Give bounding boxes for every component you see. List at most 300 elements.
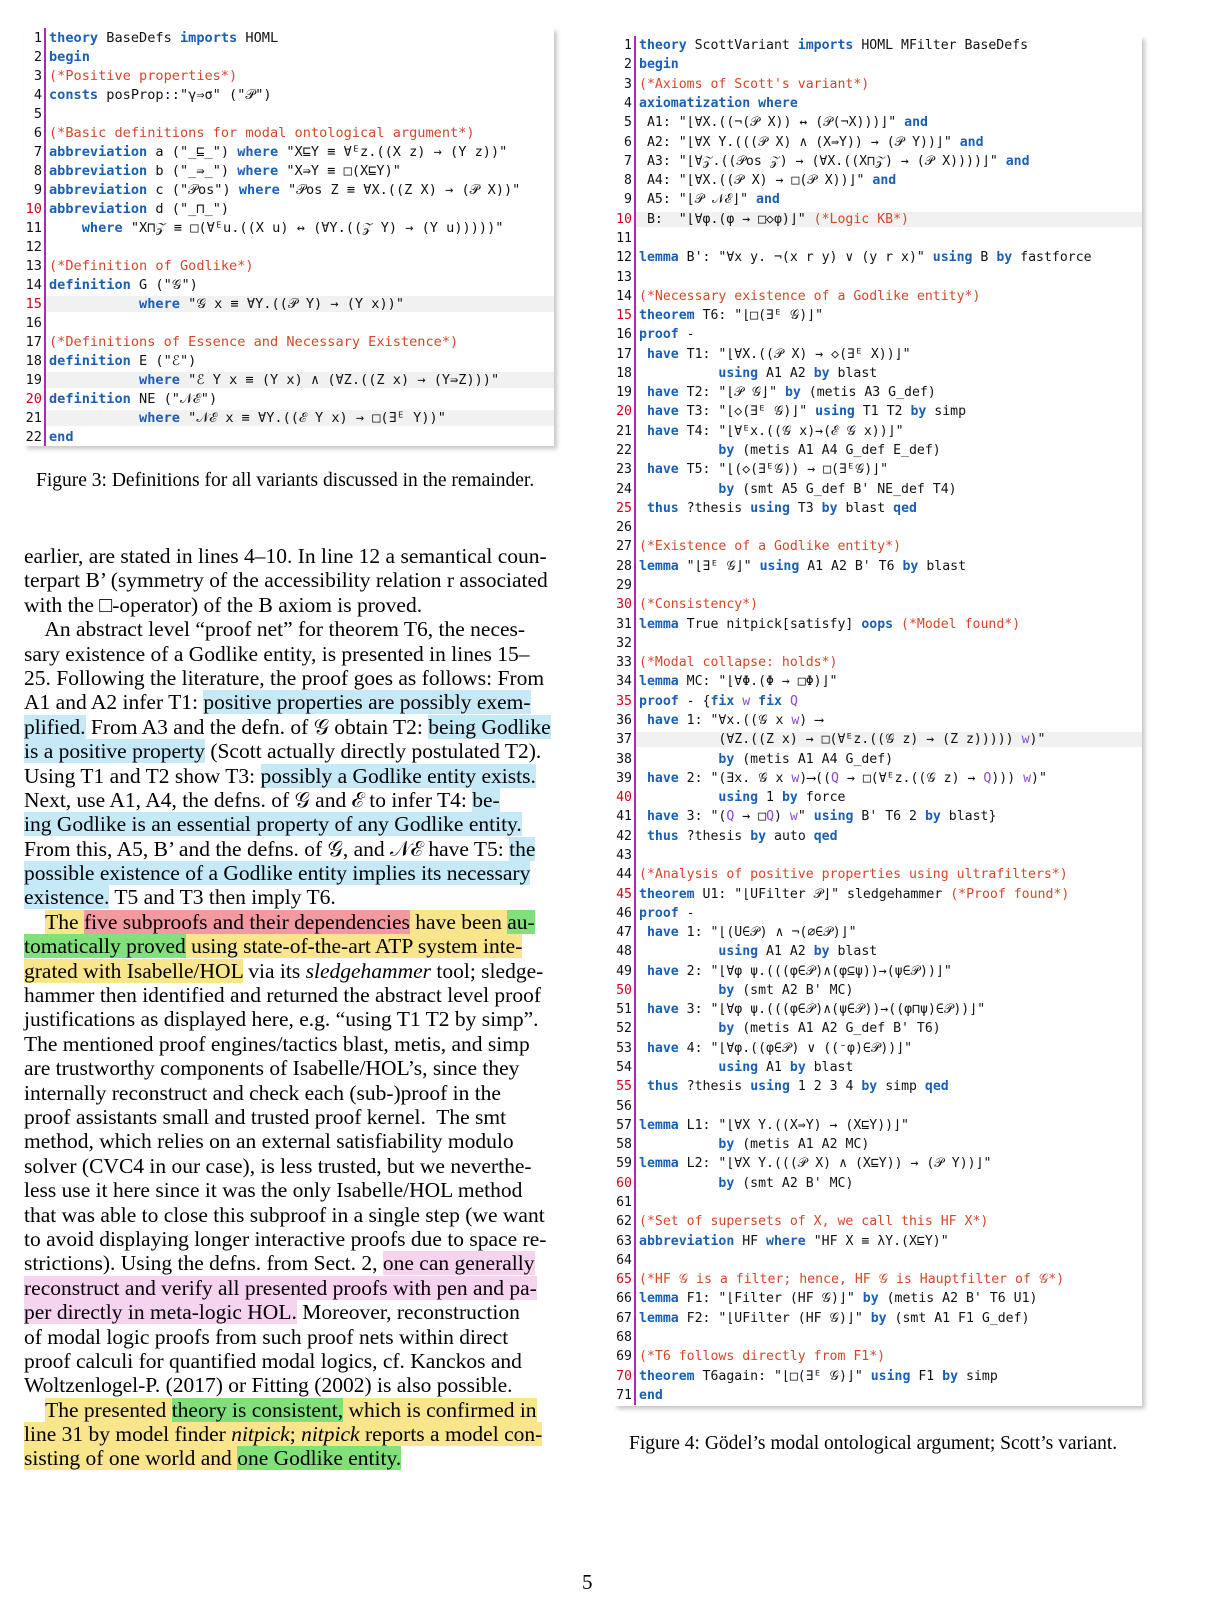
code-line xyxy=(614,229,1142,248)
body-line xyxy=(24,1081,559,1105)
code-line xyxy=(24,370,554,389)
text-run: proof assistants small and trusted proof kernel. The smt xyxy=(24,1104,507,1129)
body-line xyxy=(24,1227,559,1251)
body-line xyxy=(24,1373,559,1397)
line-text: consts posProp::"γ⇒σ" ("𝒫") xyxy=(49,86,272,103)
code-line xyxy=(614,1347,1142,1366)
code-line xyxy=(614,306,1142,325)
highlighted-phrase: nitpick xyxy=(231,1422,290,1447)
body-line xyxy=(24,715,559,739)
highlighted-phrase: nitpick xyxy=(301,1422,360,1447)
line-number: 62 xyxy=(614,1212,636,1231)
code-line xyxy=(24,85,554,104)
line-text: proof - xyxy=(639,327,695,343)
line-number: 16 xyxy=(24,313,46,332)
line-text: A5: "⌊𝒫 𝒩ℰ⌋" and xyxy=(639,192,780,208)
line-number: 14 xyxy=(614,287,636,306)
line-number: 31 xyxy=(614,614,636,633)
text-run: solver (CVC4 in our case), is less trusted, but we neverthe- xyxy=(24,1153,532,1178)
line-text: A3: "⌊∀𝒵.((𝒫os 𝒵) → (∀X.((X⊓𝒵) → (𝒫 X))))⌋" and xyxy=(639,153,1030,169)
line-text: lemma L2: "⌊∀X Y.(((𝒫 X) ∧ (X⊑Y)) → (𝒫 Y))⌋" xyxy=(639,1156,992,1172)
line-number: 1 xyxy=(24,28,46,47)
line-text: thus ?thesis by auto qed xyxy=(646,828,838,844)
code-line xyxy=(614,364,1142,383)
line-number: 5 xyxy=(24,104,46,123)
code-line xyxy=(24,408,554,427)
code-line xyxy=(614,730,1142,749)
text-run xyxy=(24,910,45,934)
line-number: 40 xyxy=(614,788,636,807)
highlighted-phrase: The presented xyxy=(45,1397,172,1422)
line-text: end xyxy=(639,1387,663,1403)
code-line xyxy=(614,1019,1142,1038)
line-number: 49 xyxy=(614,962,636,981)
line-text: (*Set of supersets of X, we call this HF X*) xyxy=(639,1214,989,1230)
figure-3-code-listing xyxy=(24,28,554,446)
code-line xyxy=(614,1212,1142,1231)
body-line xyxy=(24,1325,559,1349)
line-text: axiomatization where xyxy=(639,95,798,111)
code-line xyxy=(24,47,554,66)
code-line xyxy=(24,180,554,199)
text-run: strictions). Using the defns. from Sect. 2, xyxy=(24,1251,383,1276)
code-line xyxy=(614,1096,1142,1115)
figure-4-code-listing xyxy=(614,36,1142,1406)
line-number: 9 xyxy=(614,190,636,209)
line-number: 9 xyxy=(24,180,46,199)
code-line xyxy=(614,210,1142,229)
text-run: sary existence of a Godlike entity, is presented in lines 15– xyxy=(24,641,530,666)
line-number: 4 xyxy=(614,94,636,113)
line-number: 65 xyxy=(614,1270,636,1289)
line-text: B: "⌊∀φ.(φ → □◇φ)⌋" (*Logic KB*) xyxy=(636,212,1142,227)
line-number: 43 xyxy=(614,846,636,865)
line-number: 11 xyxy=(24,218,46,237)
text-run: 25. Following the literature, the proof goes as follows: From xyxy=(24,665,545,690)
line-number: 7 xyxy=(24,142,46,161)
line-text: where "X⊓𝒵 ≡ □(∀ᴱu.((X u) ↔ (∀Y.((𝒵 Y) → (Y u)))))" xyxy=(81,219,504,236)
line-text: by (metis A1 A4 G_def E_def) xyxy=(718,443,941,459)
line-text: have T4: "⌊∀ᴱx.((𝒢 x)→(ℰ 𝒢 x))⌋" xyxy=(646,423,904,439)
line-text: A1: "⌊∀X.((¬(𝒫 X)) ↔ (𝒫(¬X)))⌋" and xyxy=(639,115,928,131)
text-run: method, which relies on an external satisfiability modulo xyxy=(24,1129,514,1154)
line-text: A4: "⌊∀X.((𝒫 X) → □(𝒫 X))⌋" and xyxy=(639,173,897,189)
line-number: 29 xyxy=(614,576,636,595)
line-text: lemma MC: "⌊∀Φ.(Φ → □Φ)⌋" xyxy=(639,674,838,690)
line-number: 18 xyxy=(24,351,46,370)
highlighted-phrase: five subproofs and their dependencies xyxy=(83,909,410,934)
code-line xyxy=(614,865,1142,884)
line-number: 7 xyxy=(614,152,636,171)
highlighted-phrase: existence. xyxy=(24,885,110,910)
code-line xyxy=(614,1328,1142,1347)
line-number: 41 xyxy=(614,807,636,826)
line-text: have 1: "⌊(U∈𝒫) ∧ ¬(∅∈𝒫)⌋" xyxy=(646,925,857,941)
code-line xyxy=(614,1386,1142,1405)
body-line xyxy=(24,617,559,641)
body-line xyxy=(24,1398,559,1422)
body-line xyxy=(24,1276,559,1300)
body-paragraphs xyxy=(24,544,559,1471)
code-line xyxy=(614,1039,1142,1058)
code-line xyxy=(614,132,1142,151)
line-text: abbreviation d ("_⊓_") xyxy=(49,200,230,217)
code-line xyxy=(24,275,554,294)
code-line xyxy=(614,904,1142,923)
line-number: 69 xyxy=(614,1347,636,1366)
code-line xyxy=(24,28,554,47)
body-line xyxy=(24,690,559,714)
code-line xyxy=(614,113,1142,132)
code-line xyxy=(614,75,1142,94)
code-line xyxy=(614,942,1142,961)
highlighted-phrase: line 31 by model finder xyxy=(24,1422,232,1447)
line-text: lemma L1: "⌊∀X Y.((X⇛Y) → (X⊑Y))⌋" xyxy=(639,1117,909,1133)
highlighted-phrase: is a positive property xyxy=(24,739,205,764)
line-text: A2: "⌊∀X Y.(((𝒫 X) ∧ (X⇛Y)) → (𝒫 Y))⌋" and xyxy=(639,134,984,150)
line-number: 54 xyxy=(614,1058,636,1077)
text-run: of modal logic proofs from such proof nets within direct xyxy=(24,1324,509,1349)
line-text: (∀Z.((Z x) → □(∀ᴱz.((𝒢 z) → (Z z))))) w)" xyxy=(636,732,1142,747)
line-text: (*Existence of a Godlike entity*) xyxy=(639,539,902,555)
code-line xyxy=(614,981,1142,1000)
line-text: have 3: "⌊∀φ ψ.(((φ∈𝒫)∧(ψ∈𝒫))→((φ⊓ψ)∈𝒫))⌋" xyxy=(646,1002,986,1018)
line-text: have T2: "⌊𝒫 𝒢⌋" by (metis A3 G_def) xyxy=(646,385,936,401)
body-line xyxy=(24,1178,559,1202)
code-line xyxy=(614,441,1142,460)
text-run: to avoid displaying longer interactive proofs due to space re- xyxy=(24,1226,547,1251)
line-text: using A1 A2 by blast xyxy=(718,944,878,960)
line-text: by (smt A2 B' MC) xyxy=(718,982,854,998)
line-number: 3 xyxy=(24,66,46,85)
body-line xyxy=(24,1300,559,1324)
line-text: where "𝒩ℰ x ≡ ∀Y.((ℰ Y x) → □(∃ᴱ Y))" xyxy=(46,410,554,426)
code-line xyxy=(614,55,1142,74)
code-line xyxy=(614,479,1142,498)
code-line xyxy=(614,402,1142,421)
line-number: 68 xyxy=(614,1328,636,1347)
line-number: 10 xyxy=(24,199,46,218)
line-text: using A1 by blast xyxy=(718,1060,854,1076)
code-line xyxy=(614,595,1142,614)
line-number: 15 xyxy=(24,294,46,313)
line-text: by (metis A1 A4 G_def) xyxy=(718,751,894,767)
line-number: 21 xyxy=(24,408,46,427)
code-line xyxy=(614,518,1142,537)
code-line xyxy=(614,634,1142,653)
line-text: have 1: "∀x.((𝒢 x w) ⟶ xyxy=(646,712,824,728)
code-line xyxy=(614,557,1142,576)
code-line xyxy=(24,332,554,351)
text-run: that was able to close this subproof in a single step (we want xyxy=(24,1202,545,1227)
line-number: 66 xyxy=(614,1289,636,1308)
code-line xyxy=(614,1289,1142,1308)
code-line xyxy=(614,36,1142,55)
body-line xyxy=(24,568,559,592)
highlighted-phrase: tomatically proved xyxy=(24,934,186,959)
code-line xyxy=(614,537,1142,556)
line-number: 56 xyxy=(614,1096,636,1115)
code-line xyxy=(614,672,1142,691)
code-line xyxy=(614,1116,1142,1135)
line-number: 38 xyxy=(614,749,636,768)
line-text: (*T6 follows directly from F1*) xyxy=(639,1349,886,1365)
line-number: 51 xyxy=(614,1000,636,1019)
highlighted-phrase: have been xyxy=(409,909,508,934)
highlighted-phrase: one can generally xyxy=(382,1251,535,1276)
code-line xyxy=(614,653,1142,672)
line-number: 19 xyxy=(614,383,636,402)
body-line xyxy=(24,1251,559,1275)
line-text: have T5: "⌊(◇(∃ᴱ𝒢)) → □(∃ᴱ𝒢)⌋" xyxy=(646,462,889,478)
line-number: 33 xyxy=(614,653,636,672)
line-number: 3 xyxy=(614,75,636,94)
line-number: 70 xyxy=(614,1366,636,1385)
text-run: Woltzenlogel-P. (2017) or Fitting (2002) is also possible. xyxy=(24,1373,513,1398)
line-text: theorem T6again: "⌊□(∃ᴱ 𝒢)⌋" using F1 by simp xyxy=(639,1368,998,1384)
line-text: proof - xyxy=(639,905,695,921)
figure-4-caption: Figure 4: Gödel’s modal ontological argument; Scott’s variant. xyxy=(629,1433,1118,1454)
line-number: 27 xyxy=(614,537,636,556)
line-text: lemma True nitpick[satisfy] oops (*Model found*) xyxy=(639,616,1021,632)
line-number: 36 xyxy=(614,711,636,730)
line-number: 20 xyxy=(614,402,636,421)
line-number: 71 xyxy=(614,1386,636,1405)
text-run: are trustworthy components of Isabelle/HOL’s, since they xyxy=(24,1056,520,1081)
code-line xyxy=(614,383,1142,402)
code-line xyxy=(614,884,1142,903)
code-line xyxy=(614,614,1142,633)
text-run: T5 and T3 then imply T6. xyxy=(109,885,336,910)
code-line xyxy=(614,576,1142,595)
code-line xyxy=(24,142,554,161)
highlighted-phrase: per directly in meta-logic HOL. xyxy=(24,1300,297,1325)
line-text: thus ?thesis using T3 by blast qed xyxy=(646,500,917,516)
text-run: earlier, are stated in lines 4–10. In line 12 a semantical coun- xyxy=(24,544,547,568)
line-number: 12 xyxy=(614,248,636,267)
code-line xyxy=(614,1135,1142,1154)
highlighted-phrase: possibly a Godlike entity exists. xyxy=(260,763,536,788)
body-line xyxy=(24,959,559,983)
line-text: thus ?thesis using 1 2 3 4 by simp qed xyxy=(646,1079,949,1095)
line-number: 6 xyxy=(614,132,636,151)
code-line xyxy=(614,171,1142,190)
line-text: abbreviation c ("𝒫os") where "𝒫os Z ≡ ∀X.((Z X) → (𝒫 X))" xyxy=(49,181,521,198)
line-number: 25 xyxy=(614,499,636,518)
highlighted-phrase: ing Godlike is an essential property of any Godlike entity. xyxy=(24,812,522,837)
line-number: 17 xyxy=(614,345,636,364)
text-run: The mentioned proof engines/tactics blast, metis, and simp xyxy=(24,1031,530,1056)
text-run: From A3 and the defn. of 𝒢 obtain T2: xyxy=(85,714,429,739)
line-text: using 1 by force xyxy=(718,790,846,806)
code-line xyxy=(614,807,1142,826)
code-line xyxy=(614,692,1142,711)
line-text: lemma "⌊∃ᴱ 𝒢⌋" using A1 A2 B' T6 by blast xyxy=(639,558,967,574)
line-number: 34 xyxy=(614,672,636,691)
code-line xyxy=(614,1231,1142,1250)
line-number: 45 xyxy=(614,884,636,903)
text-run: proof calculi for quantified modal logics, cf. Kanckos and xyxy=(24,1348,522,1373)
line-number: 35 xyxy=(614,692,636,711)
line-text: theorem T6: "⌊□(∃ᴱ 𝒢)⌋" xyxy=(639,308,824,324)
line-number: 55 xyxy=(614,1077,636,1096)
line-number: 46 xyxy=(614,904,636,923)
line-text: (*Basic definitions for modal ontological argument*) xyxy=(49,124,475,141)
line-text: definition NE ("𝒩ℰ") xyxy=(49,390,218,407)
line-number: 32 xyxy=(614,634,636,653)
line-text: theory ScottVariant imports HOML MFilter BaseDefs xyxy=(639,38,1029,54)
line-text: (*Consistency*) xyxy=(639,597,759,613)
line-number: 57 xyxy=(614,1116,636,1135)
code-line xyxy=(614,345,1142,364)
body-line xyxy=(24,983,559,1007)
code-line xyxy=(614,248,1142,267)
code-line xyxy=(614,1251,1142,1270)
code-line xyxy=(24,389,554,408)
text-run xyxy=(24,1398,45,1422)
body-line xyxy=(24,642,559,666)
highlighted-phrase: being Godlike xyxy=(428,714,551,739)
body-line xyxy=(24,544,559,568)
line-text: by (smt A2 B' MC) xyxy=(718,1175,854,1191)
line-number: 23 xyxy=(614,460,636,479)
line-text: lemma F2: "⌊UFilter (HF 𝒢)⌋" by (smt A1 F1 G_def) xyxy=(639,1310,1030,1326)
line-text: (*HF 𝒢 is a filter; hence, HF 𝒢 is Hauptfilter of 𝒢*) xyxy=(639,1272,1065,1288)
code-line xyxy=(614,1154,1142,1173)
body-line xyxy=(24,593,559,617)
line-number: 21 xyxy=(614,422,636,441)
text-run: Next, use A1, A4, the defns. of 𝒢 and ℰ to infer T4: xyxy=(24,787,473,812)
code-line xyxy=(24,256,554,275)
code-line xyxy=(614,1077,1142,1096)
code-line xyxy=(614,460,1142,479)
line-text: end xyxy=(49,428,74,445)
code-line xyxy=(24,161,554,180)
body-line xyxy=(24,1056,559,1080)
highlighted-phrase: reconstruct and verify all presented proofs with pen and pa- xyxy=(24,1275,537,1300)
code-line xyxy=(614,499,1142,518)
highlighted-phrase: plified. xyxy=(24,714,86,739)
code-line xyxy=(614,923,1142,942)
line-text: have 2: "(∃x. 𝒢 x w)⟶((Q → □(∀ᴱz.((𝒢 z) → Q))) w)" xyxy=(646,770,1047,786)
line-text: abbreviation a ("_⊑_") where "X⊑Y ≡ ∀ᴱz.((X z) → (Y z))" xyxy=(49,143,508,160)
line-text: have 3: "(Q → □Q) w" using B' T6 2 by blast} xyxy=(646,809,997,825)
line-number: 4 xyxy=(24,85,46,104)
line-text: (*Definition of Godlike*) xyxy=(49,257,254,274)
line-number: 26 xyxy=(614,518,636,537)
code-line xyxy=(614,267,1142,286)
line-text: by (smt A5 G_def B' NE_def T4) xyxy=(718,481,957,497)
line-text: (*Modal collapse: holds*) xyxy=(639,655,838,671)
highlighted-phrase: au- xyxy=(507,909,535,934)
code-line xyxy=(614,1000,1142,1019)
line-number: 52 xyxy=(614,1019,636,1038)
line-number: 63 xyxy=(614,1231,636,1250)
figure-3-caption: Figure 3: Definitions for all variants discussed in the remainder. xyxy=(36,470,535,491)
text-run: sledgehammer xyxy=(305,958,432,983)
line-number: 14 xyxy=(24,275,46,294)
line-number: 17 xyxy=(24,332,46,351)
line-number: 5 xyxy=(614,113,636,132)
body-line xyxy=(24,934,559,958)
line-number: 19 xyxy=(24,370,46,389)
line-text: lemma B': "∀x y. ¬(x r y) ∨ (y r x)" using B by fastforce xyxy=(639,250,1092,266)
line-text: lemma F1: "⌊Filter (HF 𝒢)⌋" by (metis A2 B' T6 U1) xyxy=(639,1291,1038,1307)
line-text: begin xyxy=(49,48,90,65)
line-number: 15 xyxy=(614,306,636,325)
line-text: (*Analysis of positive properties using ultrafilters*) xyxy=(639,867,1068,883)
line-text: definition G ("𝒢") xyxy=(49,276,198,293)
text-run: with the □-operator) of the B axiom is proved. xyxy=(24,592,423,617)
highlighted-phrase: using state-of-the-art ATP system inte- xyxy=(185,934,523,959)
line-number: 8 xyxy=(614,171,636,190)
line-number: 50 xyxy=(614,981,636,1000)
text-run: Using T1 and T2 show T3: xyxy=(24,763,261,788)
line-number: 47 xyxy=(614,923,636,942)
code-line xyxy=(24,199,554,218)
body-line xyxy=(24,1422,559,1446)
code-line xyxy=(614,152,1142,171)
line-number: 30 xyxy=(614,595,636,614)
highlighted-phrase: reports a model con- xyxy=(359,1422,543,1447)
line-number: 6 xyxy=(24,123,46,142)
line-number: 67 xyxy=(614,1309,636,1328)
line-text: have 4: "⌊∀φ.((φ∈𝒫) ∨ ((⁻φ)∈𝒫))⌋" xyxy=(646,1040,913,1056)
highlighted-phrase: grated with Isabelle/HOL xyxy=(24,958,243,983)
text-run: tool; sledge- xyxy=(431,958,544,983)
line-number: 16 xyxy=(614,325,636,344)
line-number: 18 xyxy=(614,364,636,383)
text-run: justifications as displayed here, e.g. “using T1 T2 by simp”. xyxy=(24,1007,539,1032)
highlighted-phrase: one Godlike entity. xyxy=(237,1446,402,1471)
line-number: 42 xyxy=(614,827,636,846)
text-run: Moreover, reconstruction xyxy=(296,1300,520,1325)
line-number: 61 xyxy=(614,1193,636,1212)
line-text: (*Necessary existence of a Godlike entity*) xyxy=(639,288,981,304)
code-line xyxy=(614,325,1142,344)
line-text: by (metis A1 A2 MC) xyxy=(718,1137,870,1153)
code-line xyxy=(24,123,554,142)
body-line xyxy=(24,885,559,909)
line-number: 22 xyxy=(614,441,636,460)
line-text: (*Axioms of Scott's variant*) xyxy=(639,76,870,92)
line-text: (*Definitions of Essence and Necessary Existence*) xyxy=(49,333,459,350)
text-run: From this, A5, B’ and the defns. of 𝒢, and 𝒩ℰ have T5: xyxy=(24,836,510,861)
line-number: 13 xyxy=(614,267,636,286)
line-text: by (metis A1 A2 G_def B' T6) xyxy=(718,1021,941,1037)
code-line xyxy=(614,788,1142,807)
body-line xyxy=(24,1349,559,1373)
code-line xyxy=(24,351,554,370)
code-line xyxy=(614,1270,1142,1289)
code-line xyxy=(614,1309,1142,1328)
highlighted-phrase: sisting of one world and xyxy=(24,1446,238,1471)
line-number: 60 xyxy=(614,1174,636,1193)
text-run: An abstract level “proof net” for theorem T6, the neces- xyxy=(24,617,526,642)
body-line xyxy=(24,1105,559,1129)
code-line xyxy=(614,711,1142,730)
body-line xyxy=(24,812,559,836)
line-number: 39 xyxy=(614,769,636,788)
body-line xyxy=(24,837,559,861)
body-line xyxy=(24,910,559,934)
line-text: definition E ("ℰ") xyxy=(49,352,197,369)
body-line xyxy=(24,666,559,690)
code-line xyxy=(614,422,1142,441)
line-number: 44 xyxy=(614,865,636,884)
code-line xyxy=(614,1174,1142,1193)
code-line xyxy=(614,94,1142,113)
